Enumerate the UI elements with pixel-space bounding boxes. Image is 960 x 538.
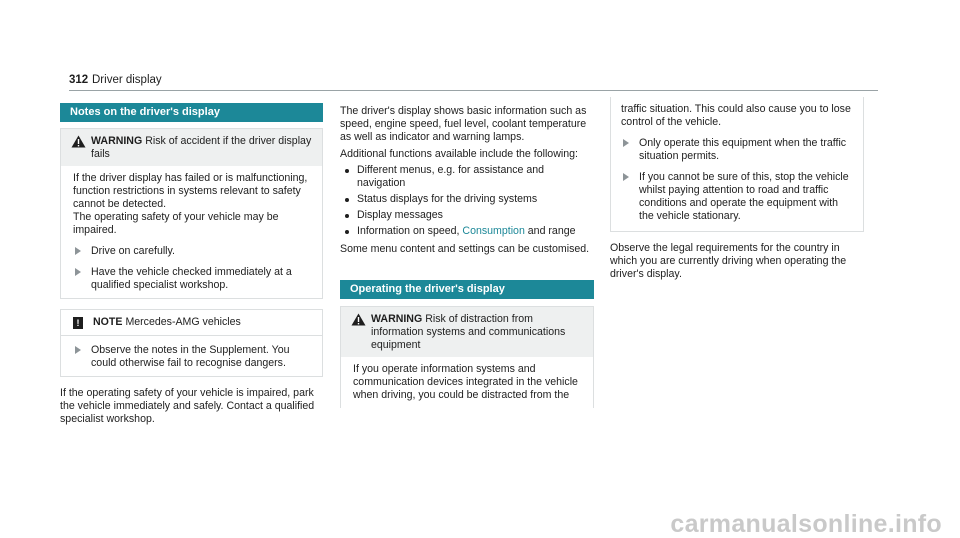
- warning-text: traffic situation. This could also cause you to lose control of the vehicle.: [621, 103, 851, 128]
- warning-heading: Risk of distraction from information systems and communications equipment: [371, 313, 566, 351]
- list-item: Display messages: [340, 209, 594, 222]
- arrow-icon: [75, 247, 81, 255]
- column-1: [60, 103, 323, 426]
- arrow-icon: [623, 173, 629, 181]
- warning-text: The operating safety of your vehicle may be impaired.: [73, 211, 279, 236]
- warning-body: [341, 357, 593, 408]
- exclamation-icon: !: [73, 317, 83, 329]
- arrow-icon: [75, 346, 81, 354]
- note-box: [60, 309, 323, 377]
- note-heading: Mercedes-AMG vehicles: [125, 316, 241, 328]
- warning-heading: Risk of accident if the driver display fails: [91, 135, 312, 160]
- note-keyword: NOTE: [93, 316, 123, 328]
- section-banner: Operating the driver's display: [340, 280, 594, 299]
- instruction-step: Only operate this equipment when the traffic situation permits.: [621, 137, 853, 163]
- instruction-step: Observe the notes in the Supplement. You could otherwise fail to recognise dangers.: [73, 344, 312, 370]
- consumption-link[interactable]: Consumption: [462, 225, 525, 237]
- warning-box: [340, 306, 594, 408]
- warning-keyword: WARNING: [91, 135, 143, 147]
- list-item: Different menus, e.g. for assistance and navigation: [340, 164, 594, 190]
- warning-header: [341, 307, 593, 357]
- warning-body: [61, 166, 322, 298]
- note-header: [61, 310, 322, 335]
- warning-keyword: WARNING: [371, 313, 423, 325]
- instruction-step: Have the vehicle checked immediately at a qualified specialist workshop.: [73, 266, 312, 292]
- warning-header: [61, 129, 322, 166]
- feature-list: [340, 164, 594, 238]
- body-paragraph: Additional functions available include the following:: [340, 148, 578, 160]
- section-title: Driver display: [92, 74, 162, 86]
- body-paragraph: The driver's display shows basic information such as speed, engine speed, fuel level, coolant temperature as well as indicator and warning lamps.: [340, 105, 587, 143]
- warning-triangle-icon: [351, 313, 366, 326]
- warning-text: If the driver display has failed or is malfunctioning, function restrictions in systems relevant to safety cannot be detected.: [73, 172, 308, 210]
- section-banner: Notes on the driver's display: [60, 103, 323, 122]
- instruction-step: Drive on carefully.: [73, 245, 312, 258]
- warning-text: If you operate information systems and communication devices integrated in the vehicle when driving, you could be distracted from the: [353, 363, 578, 401]
- note-body: [61, 335, 322, 376]
- body-paragraph: Some menu content and settings can be customised.: [340, 243, 590, 255]
- arrow-icon: [623, 139, 629, 147]
- warning-triangle-icon: [71, 135, 86, 148]
- list-item: Information on speed, Consumption and range: [340, 225, 594, 238]
- column-2: [340, 105, 594, 408]
- page-header: [69, 74, 878, 91]
- watermark: carmanualsonline.info: [670, 510, 942, 538]
- body-paragraph: Observe the legal requirements for the country in which you are currently driving when operating the driver's display.: [610, 242, 847, 280]
- warning-continuation: [610, 97, 864, 232]
- page-number: 312: [69, 74, 89, 86]
- list-item: Status displays for the driving systems: [340, 193, 594, 206]
- column-3: [610, 97, 864, 281]
- warning-box: [60, 128, 323, 299]
- instruction-step: If you cannot be sure of this, stop the vehicle whilst paying attention to road and traffic conditions and operate the equipment with the vehicle stationary.: [621, 171, 853, 223]
- body-paragraph: If the operating safety of your vehicle is impaired, park the vehicle immediately and safely. Contact a qualified specialist workshop.: [60, 387, 315, 425]
- arrow-icon: [75, 268, 81, 276]
